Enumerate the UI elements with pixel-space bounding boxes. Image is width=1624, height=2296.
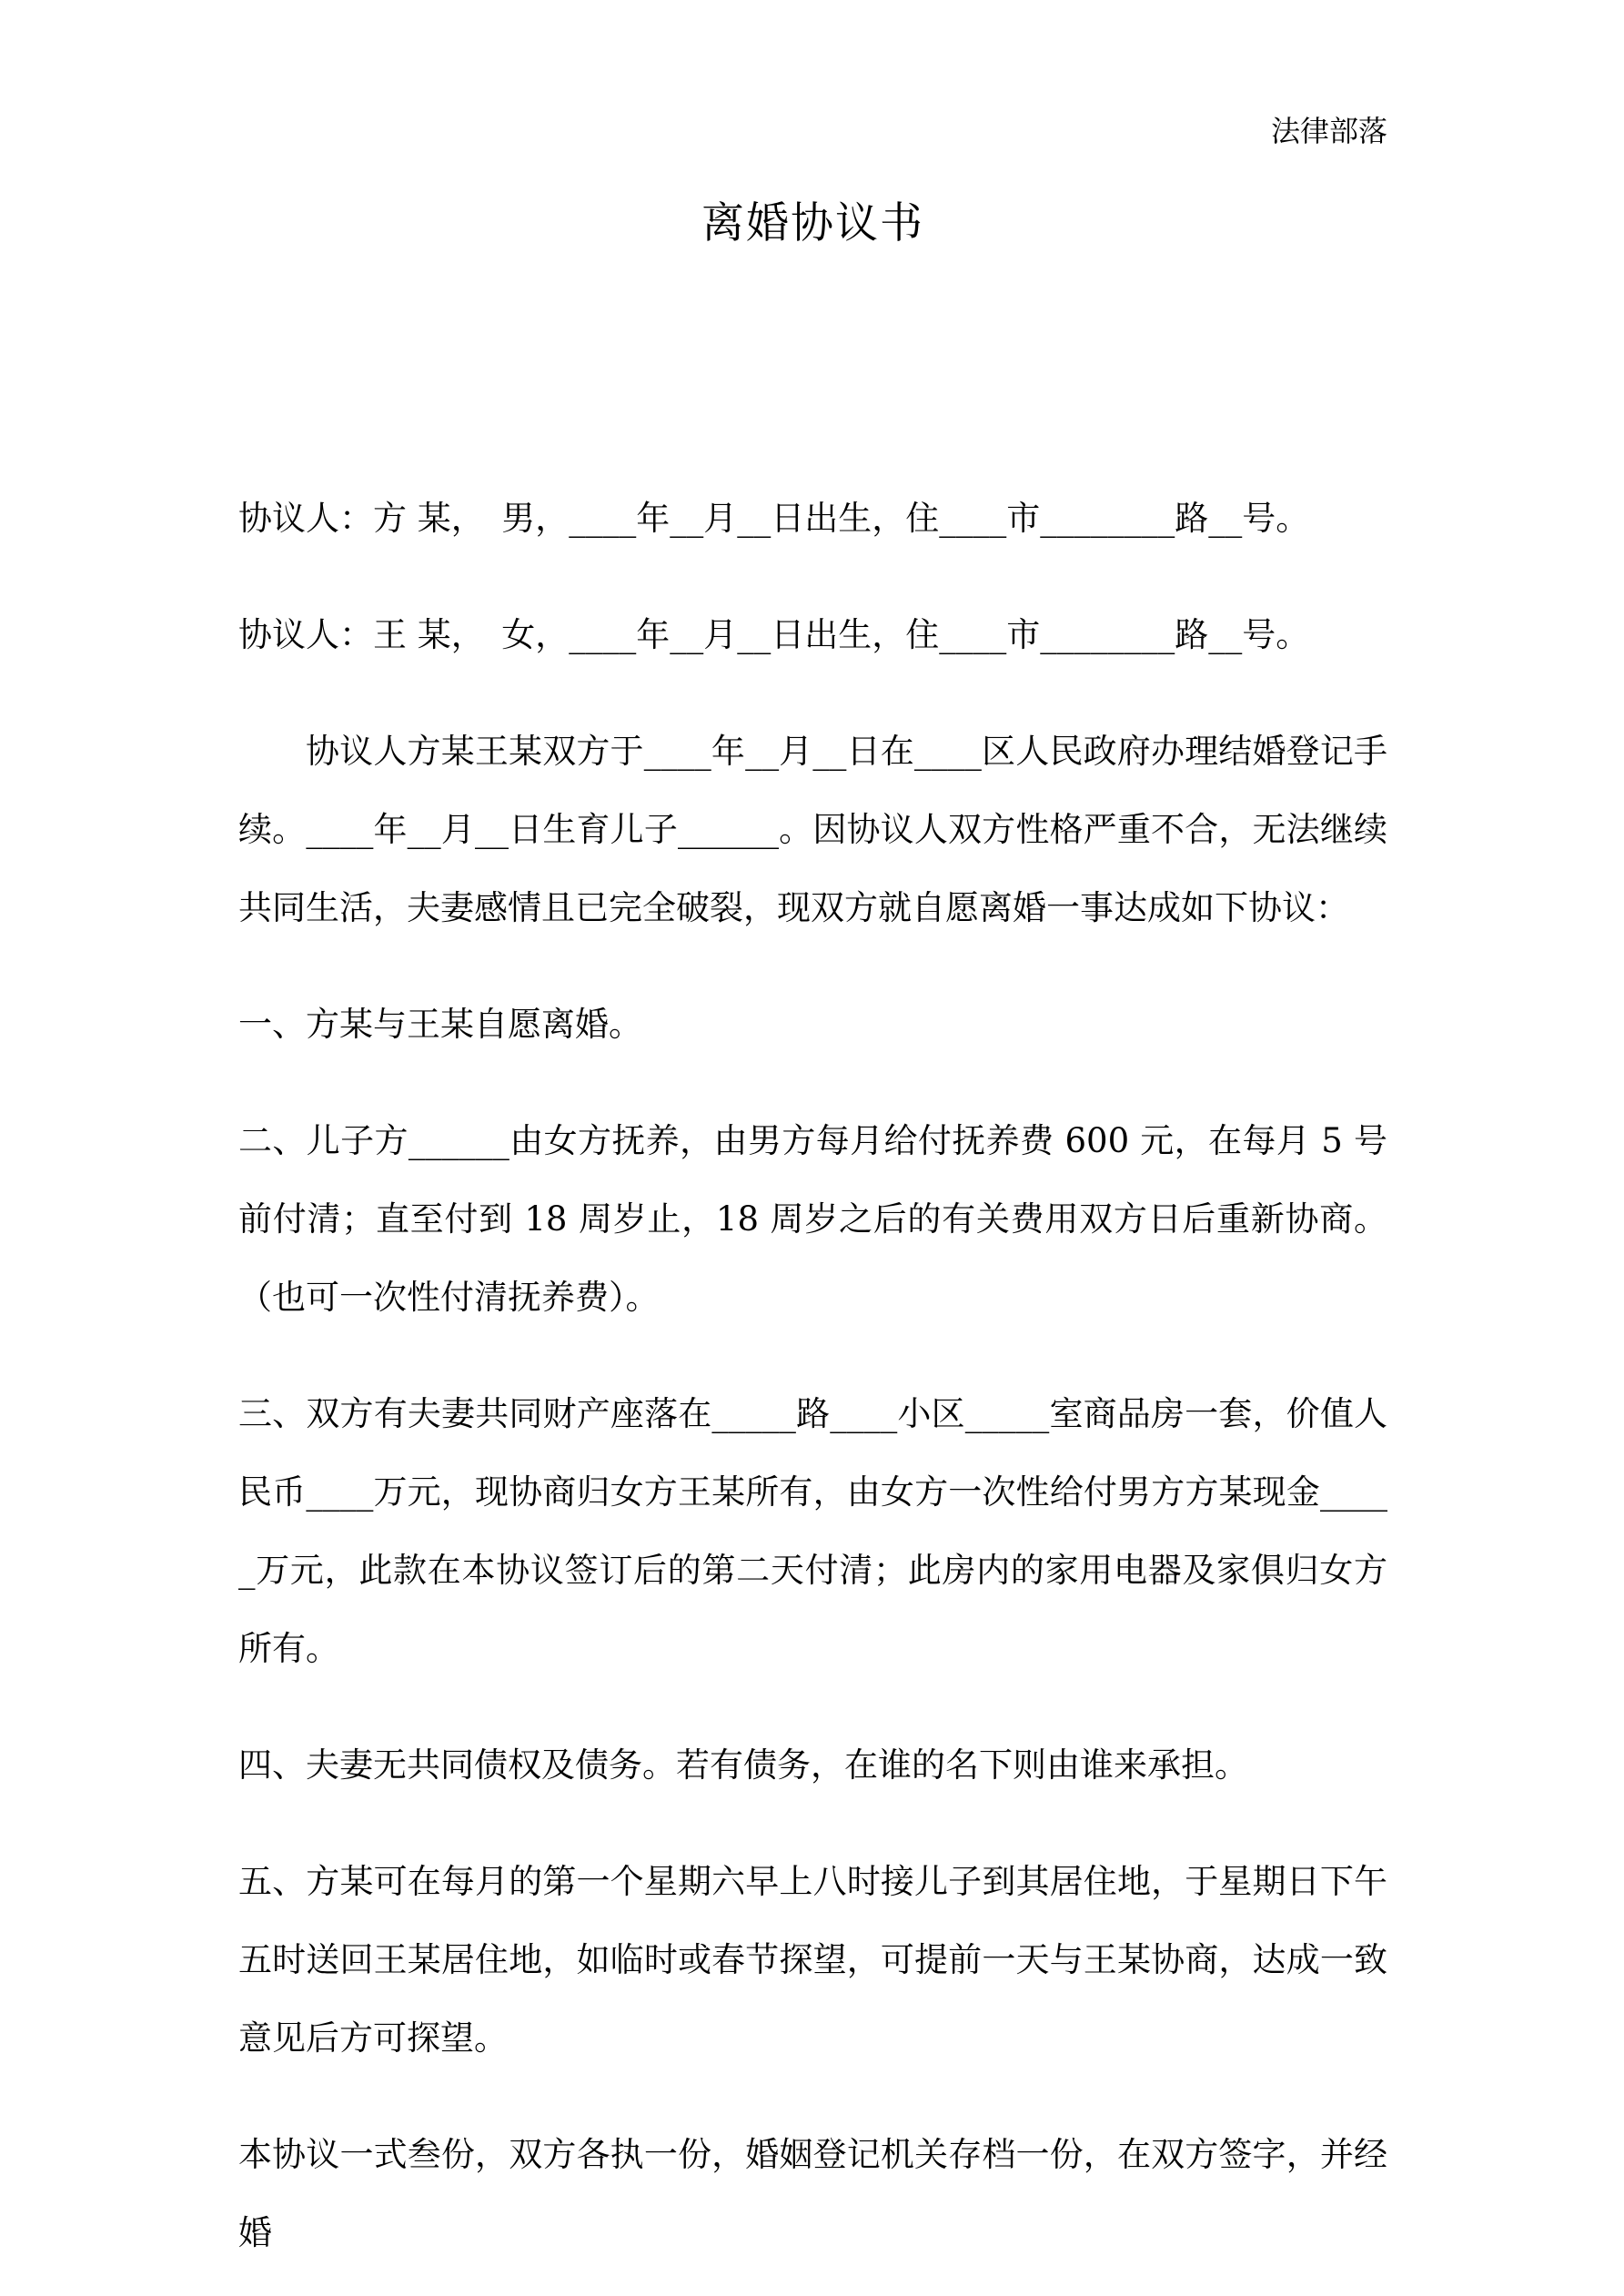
closing-paragraph: 本协议一式叁份，双方各执一份，婚姻登记机关存档一份，在双方签字，并经婚	[238, 2135, 1387, 2252]
document-title: 离婚协议书	[701, 198, 924, 248]
clause-4-debts: 四、夫妻无共同债权及债务。若有债务，在谁的名下则由谁来承担。	[238, 1745, 1248, 1785]
preamble-paragraph: 协议人方某王某双方于____年__月__日在____区人民政府办理结婚登记手续。____年__月__日生育儿子______。因协议人双方性格严重不合，无法继续共同生活，夫妻感情且已完全破裂，现双方就自愿离婚一事达成如下协议：	[238, 732, 1387, 927]
clause-3-property-division: 三、双方有夫妻共同财产座落在_____路____小区_____室商品房一套，价值人民币____万元，现协商归女方王某所有，由女方一次性给付男方方某现金_____万元，此款在本协议签订后的第二天付清；此房内的家用电器及家俱归女方所有。	[238, 1394, 1387, 1668]
party-line-wife: 协议人：王 某， 女，____年__月__日出生，住____市________路__号。	[238, 615, 1310, 654]
brand-watermark: 法律部落	[1270, 114, 1387, 148]
party-line-husband: 协议人：方 某， 男，____年__月__日出生，住____市________路__号。	[238, 499, 1310, 538]
clause-1-voluntary-divorce: 一、方某与王某自愿离婚。	[238, 1005, 642, 1044]
clause-2-child-custody: 二、儿子方______由女方抚养，由男方每月给付抚养费 600 元，在每月 5 号前付清；直至付到 18 周岁止，18 周岁之后的有关费用双方日后重新协商。（也可一次性付清抚养费）。	[238, 1121, 1387, 1317]
clause-5-visitation: 五、方某可在每月的第一个星期六早上八时接儿子到其居住地，于星期日下午五时送回王某居住地，如临时或春节探望，可提前一天与王某协商，达成一致意见后方可探望。	[238, 1862, 1387, 2058]
